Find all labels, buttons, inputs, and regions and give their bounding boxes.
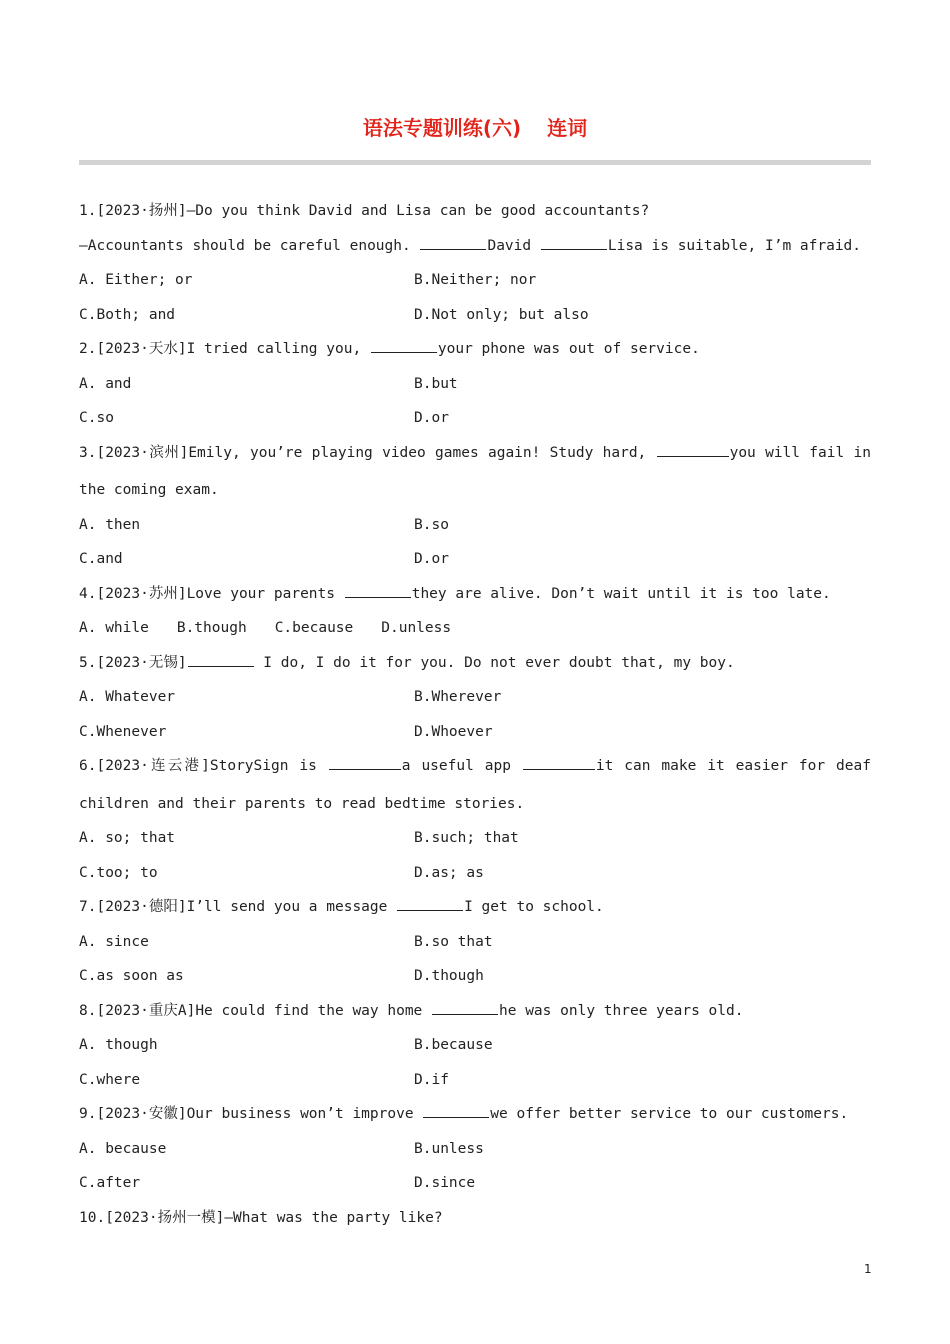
option-d[interactable]: D.Whoever	[414, 723, 493, 740]
option-b[interactable]: B.but	[414, 375, 458, 392]
question-4-options	[79, 614, 871, 649]
question-6-options-cd	[79, 859, 871, 894]
option-c[interactable]: C.Whenever	[79, 723, 167, 740]
question-1-line2: —Accountants should be careful enough. David Lisa is suitable, I’m afraid.	[79, 232, 871, 267]
option-c[interactable]: C.where	[79, 1071, 141, 1088]
question-3-line2: the coming exam.	[79, 482, 219, 498]
page-number: 1	[864, 1262, 872, 1276]
option-b[interactable]: B.Wherever	[414, 689, 502, 705]
answer-blank[interactable]	[371, 337, 437, 353]
question-6-line2: children and their parents to read bedtime stories.	[79, 795, 525, 812]
question-3-options-ab	[79, 511, 871, 546]
question-7-options-cd	[79, 962, 871, 997]
title-sub: 连词	[547, 116, 588, 140]
question-9-stem: 9.[2023·安徽]Our business won’t improve we offer better service to our customers.	[79, 1100, 871, 1135]
question-2-options-ab	[79, 370, 871, 405]
option-c[interactable]: C.too; to	[79, 864, 158, 881]
option-d[interactable]: D.since	[414, 1175, 476, 1191]
option-c[interactable]: C.Both; and	[79, 306, 176, 323]
answer-blank[interactable]	[432, 999, 498, 1015]
option-b[interactable]: B.so	[414, 516, 449, 533]
option-d[interactable]: D.Not only; but also	[414, 306, 589, 323]
option-d[interactable]: D.unless	[381, 620, 452, 636]
option-a[interactable]: A. though	[79, 1037, 158, 1053]
question-2-stem: 2.[2023·天水]I tried calling you, your phone was out of service.	[79, 335, 871, 370]
question-1-options-ab	[79, 266, 871, 301]
option-b[interactable]: B.so that	[414, 933, 493, 950]
option-a[interactable]: A. because	[79, 1140, 167, 1157]
answer-blank[interactable]	[345, 582, 411, 598]
answer-blank[interactable]	[541, 234, 607, 250]
answer-blank[interactable]	[423, 1102, 489, 1118]
option-c[interactable]: C.and	[79, 551, 123, 567]
question-3-stem: 3.[2023·滨州]Emily, you’re playing video games again! Study hard, you will fail in	[79, 439, 871, 477]
option-a[interactable]: A. then	[79, 516, 141, 533]
question-10-stem: 10.[2023·扬州一模]—What was the party like?	[79, 1209, 443, 1226]
question-1-stem: 1.[2023·扬州]—Do you think David and Lisa can be good accountants?	[79, 203, 650, 219]
option-a[interactable]: A. since	[79, 933, 149, 950]
answer-blank[interactable]	[657, 441, 729, 457]
option-b[interactable]: B.Neither; nor	[414, 272, 537, 288]
question-9-options-cd	[79, 1169, 871, 1204]
option-d[interactable]: D.if	[414, 1071, 449, 1088]
option-b[interactable]: B.unless	[414, 1140, 484, 1157]
option-b[interactable]: B.though	[176, 620, 247, 636]
question-2-options-cd	[79, 404, 871, 439]
option-a[interactable]: A. Whatever	[79, 689, 176, 705]
page-title	[0, 112, 950, 141]
question-8-options-cd	[79, 1066, 871, 1101]
option-c[interactable]: C.because	[274, 620, 354, 636]
question-4-stem: 4.[2023·苏州]Love your parents they are alive. Don’t wait until it is too late.	[79, 580, 871, 615]
option-c[interactable]: C.after	[79, 1175, 141, 1191]
option-c[interactable]: C.so	[79, 410, 114, 426]
option-d[interactable]: D.or	[414, 410, 449, 426]
question-1-options-cd	[79, 301, 871, 336]
question-5-stem: 5.[2023·无锡] I do, I do it for you. Do not ever doubt that, my boy.	[79, 649, 871, 684]
answer-blank[interactable]	[420, 234, 486, 250]
option-d[interactable]: D.or	[414, 551, 449, 567]
question-6-stem: 6.[2023·连云港]StorySign is a useful app it can make it easier for deaf	[79, 752, 871, 790]
question-5-options-ab	[79, 683, 871, 718]
question-list	[79, 197, 871, 1238]
question-7-stem: 7.[2023·德阳]I’ll send you a message I get to school.	[79, 893, 871, 928]
answer-blank[interactable]	[523, 754, 595, 770]
title-divider	[79, 160, 871, 165]
question-7-options-ab	[79, 928, 871, 963]
question-3-options-cd	[79, 545, 871, 580]
option-c[interactable]: C.as soon as	[79, 968, 184, 984]
answer-blank[interactable]	[329, 754, 401, 770]
question-8-options-ab	[79, 1031, 871, 1066]
question-8-stem: 8.[2023·重庆A]He could find the way home he was only three years old.	[79, 997, 871, 1032]
option-d[interactable]: D.as; as	[414, 864, 484, 881]
option-a[interactable]: A. while	[79, 620, 149, 636]
option-b[interactable]: B.because	[414, 1037, 493, 1053]
answer-blank[interactable]	[188, 651, 254, 667]
option-a[interactable]: A. Either; or	[79, 272, 193, 288]
question-6-options-ab	[79, 824, 871, 859]
option-a[interactable]: A. so; that	[79, 830, 176, 846]
question-9-options-ab	[79, 1135, 871, 1170]
option-a[interactable]: A. and	[79, 375, 132, 392]
option-b[interactable]: B.such; that	[414, 830, 519, 846]
option-d[interactable]: D.though	[414, 968, 484, 984]
question-5-options-cd	[79, 718, 871, 753]
answer-blank[interactable]	[397, 895, 463, 911]
title-main: 语法专题训练(六)	[362, 116, 522, 140]
